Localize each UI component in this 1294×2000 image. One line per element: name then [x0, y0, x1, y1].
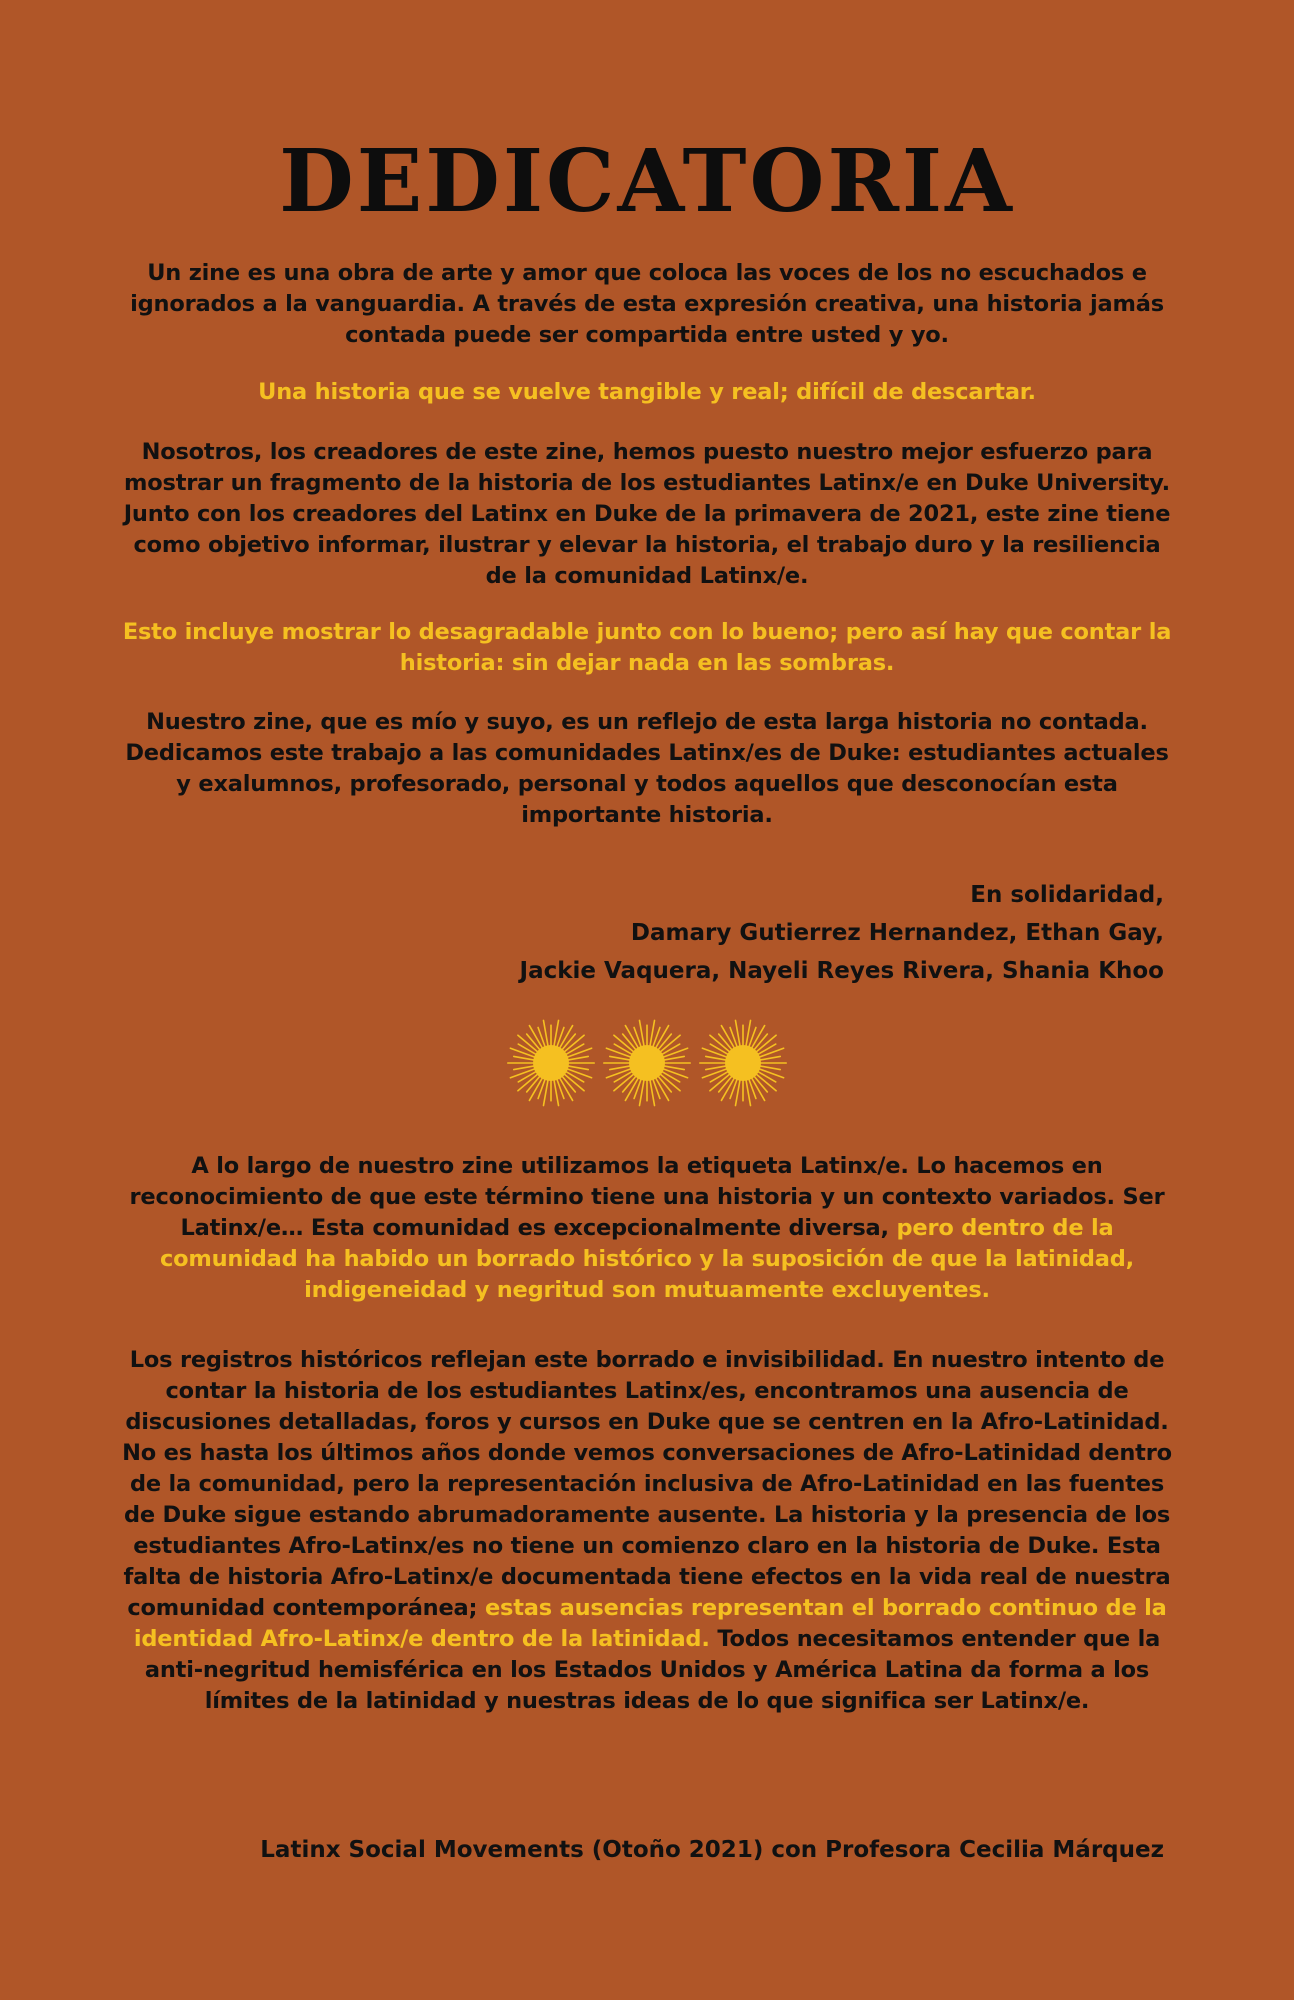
dedication-paragraph: Nuestro zine, que es mío y suyo, es un reflejo de esta larga historia no contada. Dedicamos este trabajo a las comunidades Latinx/es de Duke: estudiantes actuales y exalumnos, profesorado, personal y todos aquellos que desconocían esta importante historia.	[125, 709, 1169, 828]
afro-latinidad-paragraph	[120, 1345, 1174, 1717]
latinx-label-highlight: pero dentro de la comunidad ha habido un borrado histórico y la suposición de que la latinidad, indigeneidad y negritud son mutuamente excluyentes.	[159, 1215, 1135, 1303]
sun-ray	[730, 1078, 737, 1098]
highlight-quote-2: Esto incluye mostrar lo desagradable junto con lo bueno; pero así hay que contar la historia: sin dejar nada en las sombras.	[122, 619, 1172, 676]
sun-ray	[634, 1078, 641, 1098]
sun-ray	[514, 1066, 535, 1070]
sun-icon	[698, 1018, 788, 1108]
sun-ray	[514, 1056, 535, 1060]
signature-names-1: Damary Gutierrez Hernandez, Ethan Gay,	[630, 920, 1164, 946]
sun-disc	[725, 1045, 761, 1081]
signature-names-2: Jackie Vaquera, Nayeli Reyes Rivera, Shania Khoo	[519, 958, 1164, 984]
signature-block	[264, 876, 1164, 990]
sun-ray	[557, 1078, 564, 1098]
sun-ray	[610, 1056, 631, 1060]
sun-ray	[730, 1027, 737, 1047]
creators-paragraph: Nosotros, los creadores de este zine, hemos puesto nuestro mejor esfuerzo para mostrar un fragmento de la historia de los estudiantes Latinx/e en Duke University. Junto con los creadores del Latinx en Duke de la primavera de 2021, este zine tiene como objetivo informar, ilustrar y elevar la historia, el trabajo duro y la resiliencia de la comunidad Latinx/e.	[123, 439, 1171, 589]
sun-ray	[759, 1066, 780, 1070]
sun-icon	[506, 1018, 596, 1108]
afro-latinidad-text: Los registros históricos reflejan este borrado e invisibilidad. En nuestro intento de contar la historia de los estudiantes Latinx/es, encontramos una ausencia de discusiones detalladas, foros y cursos en Duke que se centren en la Afro-Latinidad. No es hasta los últimos años donde vemos conversaciones de Afro-Latinidad dentro de la comunidad, pero la representación inclusiva de Afro-Latinidad en las fuentes de Duke sigue estando abrumadoramente ausente. La historia y la presencia de los estudiantes Afro-Latinx/es no tiene un comienzo claro en la historia de Duke. Esta falta de historia Afro-Latinx/e documentada tiene efectos en la vida real de nuestra comunidad contemporánea;	[122, 1347, 1172, 1621]
sun-icon	[602, 1018, 692, 1108]
sun-disc	[533, 1045, 569, 1081]
sun-ray	[706, 1066, 727, 1070]
page-title: DEDICATORIA	[279, 131, 1015, 232]
sun-ray	[663, 1066, 684, 1070]
afro-latinidad-text-after: Todos necesitamos entender que la anti-negritud hemisférica en los Estados Unidos y América Latina da forma a los límites de la latinidad y nuestras ideas de lo que significa ser Latinx/e.	[144, 1626, 1161, 1714]
sun-ray	[663, 1056, 684, 1060]
sun-ray	[538, 1078, 545, 1098]
sun-ray	[706, 1056, 727, 1060]
sun-ray	[610, 1066, 631, 1070]
highlight-quote-1: Una historia que se vuelve tangible y real; difícil de descartar.	[258, 379, 1036, 405]
sun-ray	[557, 1027, 564, 1047]
sun-divider	[0, 1018, 1294, 1108]
sun-ray	[749, 1078, 756, 1098]
sun-ray	[634, 1027, 641, 1047]
sun-ray	[653, 1078, 660, 1098]
latinx-label-text: A lo largo de nuestro zine utilizamos la etiqueta Latinx/e. Lo hacemos en reconocimiento de que este término tiene una historia y un contexto variados. Ser Latinx/e… Esta comunidad es excepcionalmente diversa,	[129, 1153, 1165, 1241]
sun-ray	[749, 1027, 756, 1047]
sun-ray	[653, 1027, 660, 1047]
sun-ray	[759, 1056, 780, 1060]
signature-salutation: En solidaridad,	[970, 882, 1164, 908]
sun-ray	[567, 1066, 588, 1070]
sun-disc	[629, 1045, 665, 1081]
intro-paragraph: Un zine es una obra de arte y amor que coloca las voces de los no escuchados e ignorados a la vanguardia. A través de esta expresión creativa, una historia jamás contada puede ser compartida entre usted y yo.	[130, 260, 1164, 348]
course-credit: Latinx Social Movements (Otoño 2021) con Profesora Cecilia Márquez	[260, 1837, 1164, 1863]
sun-ray	[538, 1027, 545, 1047]
sun-ray	[567, 1056, 588, 1060]
latinx-label-paragraph	[120, 1151, 1174, 1306]
afro-latinidad-highlight: estas ausencias representan el borrado continuo de la identidad Afro-Latinx/e dentro de la latinidad.	[133, 1595, 1167, 1652]
